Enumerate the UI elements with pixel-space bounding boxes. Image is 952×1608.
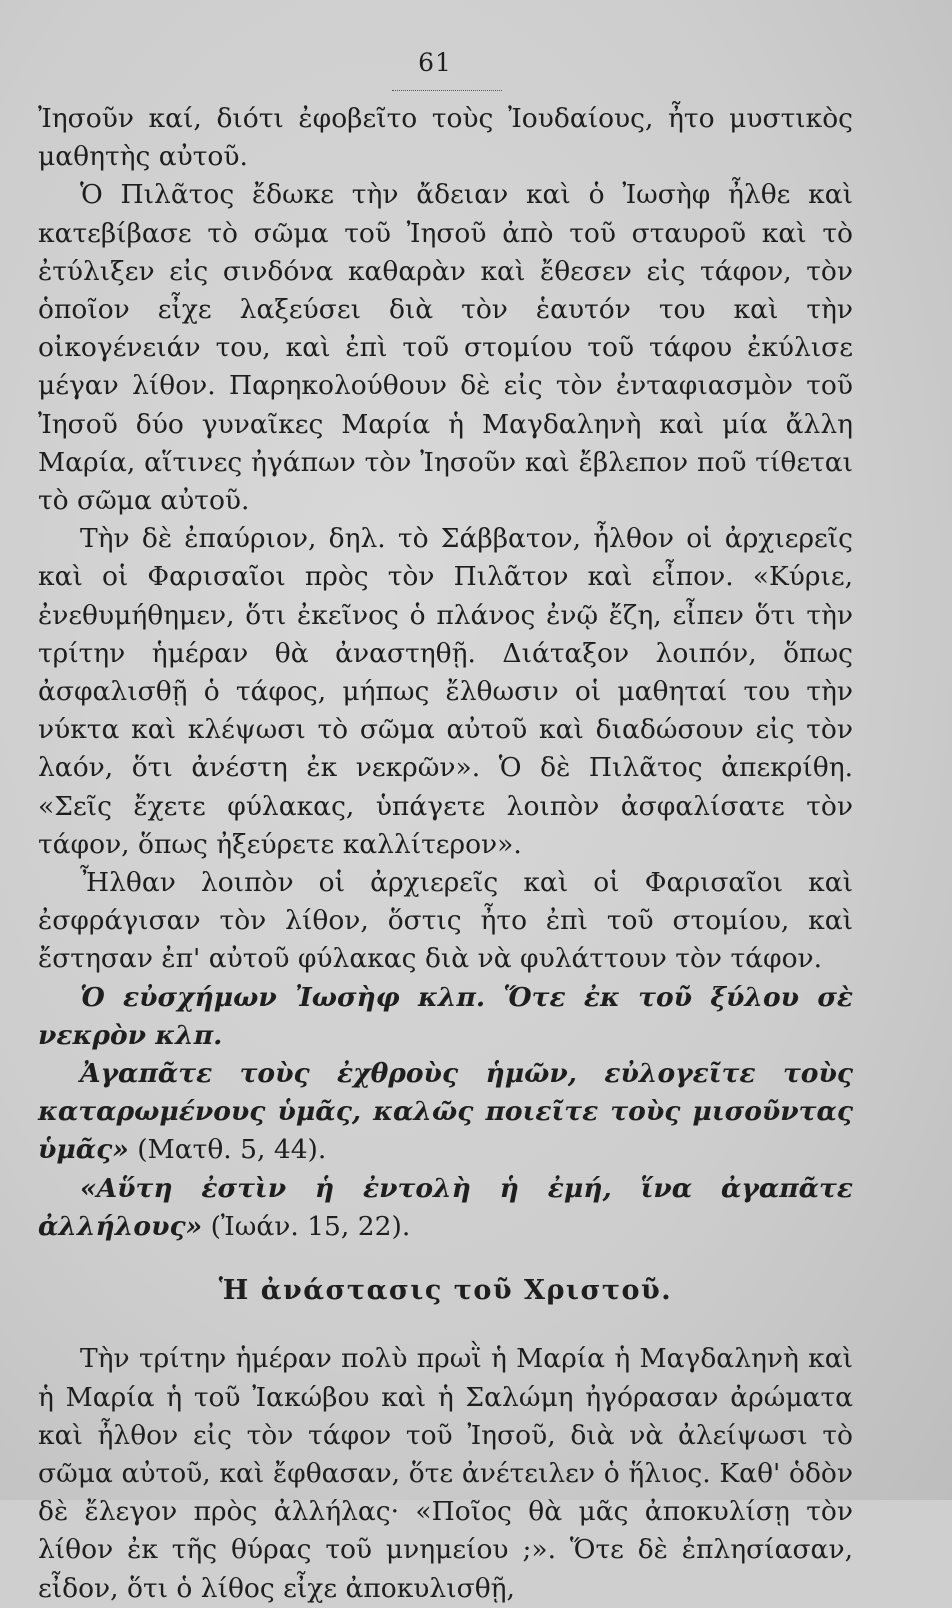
page-number: 61 bbox=[418, 48, 452, 77]
paragraph: Ἰησοῦν καί, διότι ἐφοβεῖτο τοὺς Ἰουδαίους, ἦτο μυστικὸς μαθητὴς αὐτοῦ. bbox=[38, 103, 853, 173]
body-text bbox=[38, 100, 853, 1608]
quote-reference: (Ἰωάν. 15, 22). bbox=[202, 1210, 411, 1242]
quote-reference: (Ματθ. 5, 44). bbox=[128, 1134, 327, 1166]
quote-text: Ἀγαπᾶτε τοὺς ἐχθροὺς ἡμῶν, εὐλογεῖτε τοὺς καταρωμένους ὑμᾶς, καλῶς ποιεῖτε τοὺς μισοῦντας ὑμᾶς» bbox=[38, 1058, 853, 1166]
paragraph: Τὴν δὲ ἐπαύριον, δηλ. τὸ Σάββατον, ἦλθον οἱ ἀρχιερεῖς καὶ οἱ Φαρισαῖοι πρὸς τὸν Πιλᾶτον καὶ εἶπον. «Κύριε, ἐνεθυμήθημεν, ὅτι ἐκεῖνος ὁ πλάνος ἐνῷ ἔζη, εἶπεν ὅτι τὴν τρίτην ἡμέραν θὰ ἀναστηθῇ. Διάταξον λοιπόν, ὅπως ἀσφαλισθῇ ὁ τάφος, μήπως ἔλθωσιν οἱ μαθηταί του τὴν νύκτα καὶ κλέψωσι τὸ σῶμα αὐτοῦ καὶ διαδώσουν εἰς τὸν λαόν, ὅτι ἀνέστη ἐκ νεκρῶν». Ὁ δὲ Πιλᾶτος ἀπεκρίθη. «Σεῖς ἔχετε φύλακας, ὑπάγετε λοιπὸν ἀσφαλίσατε τὸν τάφον, ὅπως ἠξεύρετε καλλίτερον». bbox=[38, 523, 853, 860]
quote-text: «Αὕτη ἐστὶν ἡ ἐντολὴ ἡ ἐμή, ἵνα ἀγαπᾶτε ἀλλήλους» bbox=[38, 1172, 853, 1242]
paragraph: Ὁ Πιλᾶτος ἔδωκε τὴν ἄδειαν καὶ ὁ Ἰωσὴφ ἦλθε καὶ κατεβίβασε τὸ σῶμα τοῦ Ἰησοῦ ἀπὸ τοῦ σταυροῦ καὶ τὸ ἐτύλιξεν εἰς σινδόνα καθαρὰν καὶ ἔθεσεν εἰς τάφον, τὸν ὁποῖον εἶχε λαξεύσει διὰ τὸν ἑαυτόν του καὶ τὴν οἰκογένειάν του, καὶ ἐπὶ τοῦ στομίου τοῦ τάφου ἐκύλισε μέγαν λίθον. Παρηκολούθουν δὲ εἰς τὸν ἐνταφιασμὸν τοῦ Ἰησοῦ δύο γυναῖκες Μαρία ἡ Μαγδαληνὴ καὶ μία ἄλλη Μαρία, αἵτινες ἠγάπων τὸν Ἰησοῦν καὶ ἔβλεπον ποῦ τίθεται τὸ σῶμα αὐτοῦ. bbox=[38, 179, 853, 517]
hymn-reference: Ὁ εὐσχήμων Ἰωσὴφ κλπ. Ὅτε ἐκ τοῦ ξύλου σὲ νεκρὸν κλπ. bbox=[38, 981, 853, 1051]
scripture-quote bbox=[38, 1055, 853, 1170]
page-number-rule bbox=[392, 90, 502, 91]
paragraph: Ἦλθαν λοιπὸν οἱ ἀρχιερεῖς καὶ οἱ Φαρισαῖοι καὶ ἐσφράγισαν τὸν λίθον, ὅστις ἦτο ἐπὶ τοῦ στομίου, καὶ ἔστησαν ἐπ' αὐτοῦ φύλακας διὰ νὰ φυλάττουν τὸν τάφον. bbox=[38, 867, 853, 975]
section-heading: Ἡ ἀνάστασις τοῦ Χριστοῦ. bbox=[218, 1275, 673, 1307]
scripture-quote bbox=[38, 1170, 853, 1246]
paragraph: Τὴν τρίτην ἡμέραν πολὺ πρωῒ ἡ Μαρία ἡ Μαγδαληνὴ καὶ ἡ Μαρία ἡ τοῦ Ἰακώβου καὶ ἡ Σαλώμη ἠγόρασαν ἀρώματα καὶ ἦλθον εἰς τὸν τάφον τοῦ Ἰησοῦ, διὰ νὰ ἀλείψωσι τὸ σῶμα αὐτοῦ, καὶ ἔφθασαν, ὅτε ἀνέτειλεν ὁ ἥλιος. Καθ' ὁδὸν δὲ ἔλεγον πρὸς ἀλλήλας· «Ποῖος θὰ μᾶς ἀποκυλίσῃ τὸν λίθον ἐκ τῆς θύρας τοῦ μνημείου ;». Ὅτε δὲ ἐπλησίασαν, εἶδον, ὅτι ὁ λίθος εἶχε ἀποκυλισθῇ, bbox=[38, 1343, 853, 1604]
